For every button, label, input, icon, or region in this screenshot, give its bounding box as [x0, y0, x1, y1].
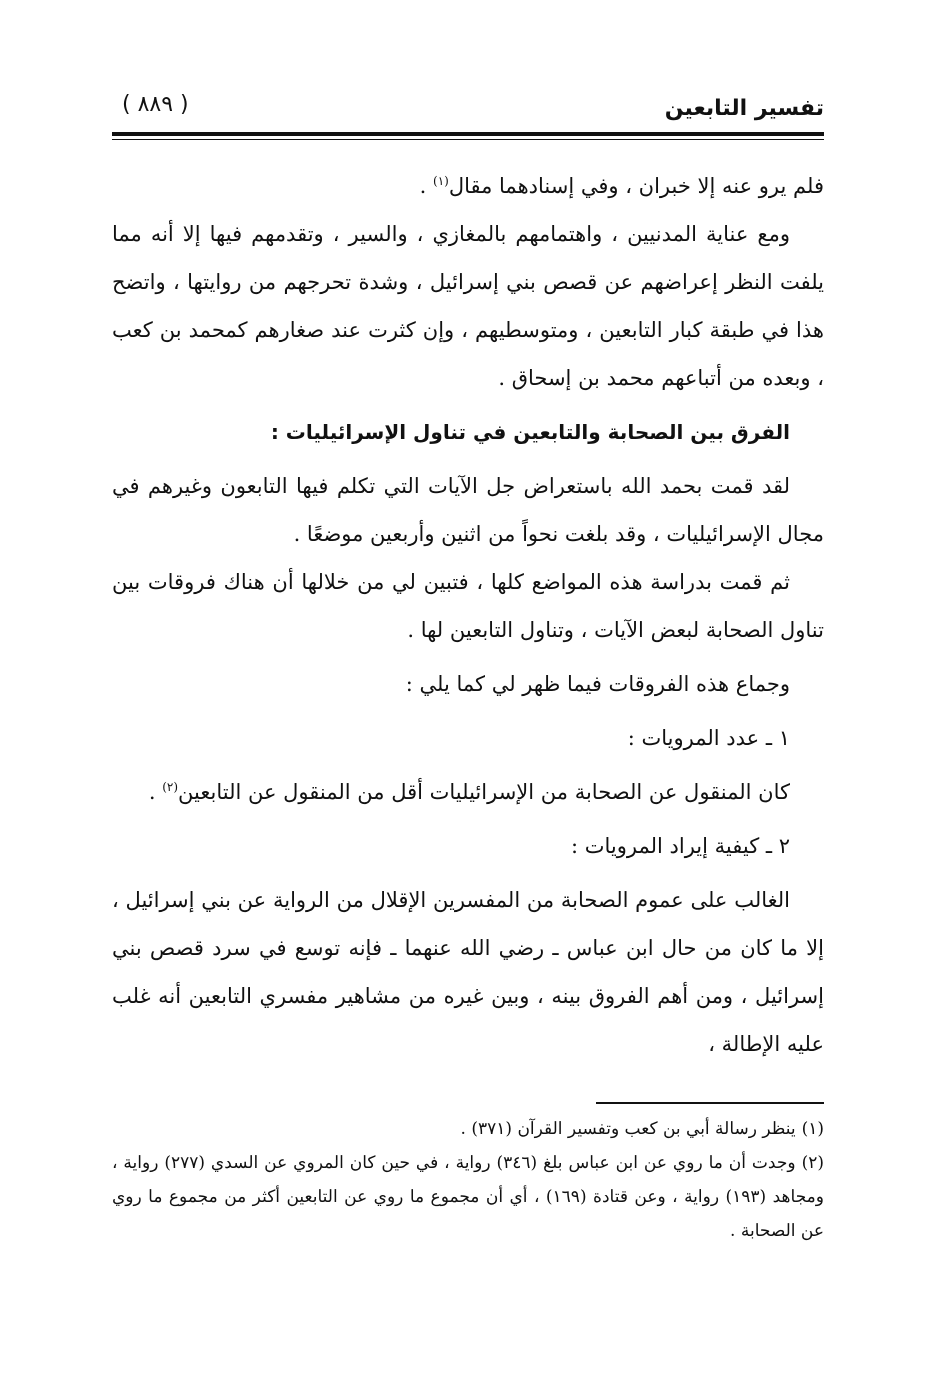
header-rule-thin	[112, 139, 824, 140]
paragraph-6: كان المنقول عن الصحابة من الإسرائيليات أقل من المنقول عن التابعين$^{(٢)}$ .	[148, 780, 790, 804]
paragraph-7: الغالب على عموم الصحابة من المفسرين الإقلال من الرواية عن بني إسرائيل ، إلا ما كان من حال ابن عباس ـ رضي الله عنهما ـ فإنه توسع في سرد قصص بني إسرائيل ، ومن أهم الفروق بينه ، وبين غيره من مشاهير مفسري التابعين أنه غلب عليه الإطالة ،	[112, 888, 824, 1056]
footnote-ref-2[interactable]: (٢)	[162, 780, 179, 794]
paragraph-1: فلم يرو عنه إلا خبران ، وفي إسنادهما مقال$^{(١)}$ .	[419, 174, 824, 198]
footnote-text: ينظر رسالة أبي بن كعب وتفسير القرآن (٣٧١) .	[460, 1119, 796, 1139]
paragraph-5: وجماع هذه الفروقات فيما ظهر لي كما يلي :	[405, 672, 790, 696]
page-number: ( ٨٨٩ )	[122, 92, 189, 117]
header-rule-thick	[112, 132, 824, 136]
footnote-label: (١)	[801, 1119, 824, 1139]
section-heading: الفرق بين الصحابة والتابعين في تناول الإسرائيليات :	[270, 420, 790, 444]
paragraph-3: لقد قمت بحمد الله باستعراض جل الآيات التي تكلم فيها التابعون وغيرهم في مجال الإسرائيليات ، وقد بلغت نحواً من اثنين وأربعين موضعًا .	[112, 474, 824, 546]
footnote-separator	[596, 1102, 824, 1104]
list-item-1-title: ١ ـ عدد المرويات :	[627, 726, 790, 750]
footnote-text: وجدت أن ما روي عن ابن عباس بلغ (٣٤٦) رواية ، في حين كان المروي عن السدي (٢٧٧) رواية ، ومجاهد (١٩٣) رواية ، وعن قتادة (١٦٩) ، أي أن مجموع ما روي عن التابعين أكثر من مجموع ما روي عن الصحابة .	[112, 1153, 824, 1241]
footnote-ref-1[interactable]: (١)	[433, 174, 449, 188]
body-text	[112, 162, 824, 1068]
paragraph-4: ثم قمت بدراسة هذه المواضع كلها ، فتبين لي من خلالها أن هناك فروقات بين تناول الصحابة لبعض الآيات ، وتناول التابعين لها .	[112, 570, 824, 642]
running-title: تفسير التابعين	[664, 96, 824, 121]
paragraph-2: ومع عناية المدنيين ، واهتمامهم بالمغازي ، والسير ، وتقدمهم فيها إلا أنه مما يلفت النظر إعراضهم عن قصص بني إسرائيل ، وشدة تحرجهم من روايتها ، واتضح هذا في طبقة كبار التابعين ، ومتوسطيهم ، وإن كثرت عند صغارهم كمحمد بن كعب ، وبعده من أتباعهم محمد بن إسحاق .	[112, 222, 824, 390]
footnotes	[112, 1112, 824, 1248]
list-item-2-title: ٢ ـ كيفية إيراد المرويات :	[570, 834, 790, 858]
page-header	[112, 88, 824, 128]
footnote-2	[112, 1146, 824, 1248]
footnote-label: (٢)	[801, 1153, 824, 1173]
footnote-1	[112, 1112, 824, 1146]
